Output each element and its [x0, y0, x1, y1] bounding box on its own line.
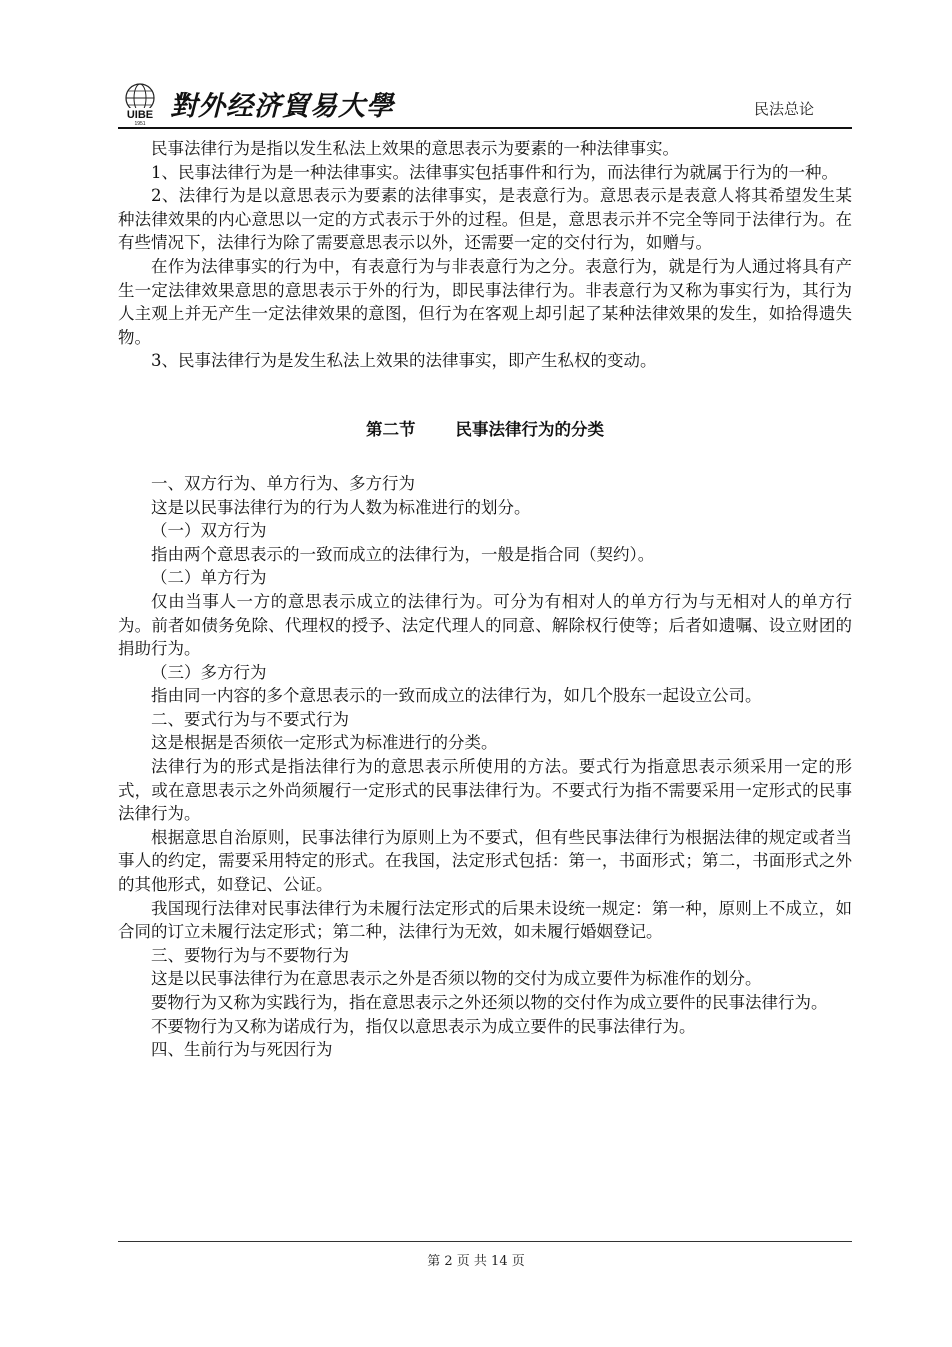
- section-number: 第二节: [366, 419, 416, 439]
- paragraph: 根据意思自治原则，民事法律行为原则上为不要式，但有些民事法律行为根据法律的规定或者当事人的约定，需要采用特定的形式。在我国，法定形式包括：第一，书面形式；第二，书面形式之外的其他形式，如登记、公证。: [118, 827, 852, 895]
- paragraph: 这是以民事法律行为在意思表示之外是否须以物的交付为成立要件为标准作的划分。: [151, 969, 762, 989]
- paragraph: 我国现行法律对民事法律行为未履行法定形式的后果未设统一规定：第一种，原则上不成立，如合同的订立未履行法定形式；第二种，法律行为无效，如未履行婚姻登记。: [118, 898, 852, 942]
- paragraph: 2、法律行为是以意思表示为要素的法律事实，是表意行为。意思表示是表意人将其希望发生某种法律效果的内心意思以一定的方式表示于外的过程。但是，意思表示并不完全等同于法律行为。在有些情况下，法律行为除了需要意思表示以外，还需要一定的交付行为，如赠与。: [118, 186, 852, 253]
- university-logo-icon: [118, 80, 166, 126]
- document-body: [118, 137, 852, 1062]
- paragraph: 这是根据是否须依一定形式为标准进行的分类。: [151, 733, 498, 753]
- paragraph: 要物行为又称为实践行为，指在意思表示之外还须以物的交付作为成立要件的民事法律行为。: [151, 993, 828, 1012]
- paragraph: 三、要物行为与不要物行为: [151, 945, 349, 965]
- paragraph: 仅由当事人一方的意思表示成立的法律行为。可分为有相对人的单方行为与无相对人的单方行为。前者如债务免除、代理权的授予、法定代理人的同意、解除权行使等；后者如遗嘱、设立财团的捐助行为。: [118, 591, 852, 659]
- paragraph: （二）单方行为: [151, 568, 267, 588]
- section-title: 民事法律行为的分类: [455, 419, 604, 439]
- paragraph: 法律行为的形式是指法律行为的意思表示所使用的方法。要式行为指意思表示须采用一定的形式，或在意思表示之外尚须履行一定形式的民事法律行为。不要式行为指不需要采用一定形式的民事法律行为。: [118, 757, 852, 824]
- paragraph: 不要物行为又称为诺成行为，指仅以意思表示为成立要件的民事法律行为。: [151, 1016, 696, 1036]
- header-divider: [118, 127, 852, 129]
- footer-divider: [118, 1241, 852, 1242]
- paragraph: 一、双方行为、单方行为、多方行为: [151, 473, 415, 493]
- paragraph: 二、要式行为与不要式行为: [151, 709, 349, 729]
- course-title: 民法总论: [753, 100, 814, 118]
- paragraph: （一）双方行为: [151, 521, 267, 541]
- section-heading: [118, 418, 852, 442]
- paragraph: 1、民事法律行为是一种法律事实。法律事实包括事件和行为，而法律行为就属于行为的一种。: [151, 162, 838, 182]
- paragraph: 指由两个意思表示的一致而成立的法律行为，一般是指合同（契约）。: [151, 544, 655, 564]
- logo-abbr: UIBE: [126, 109, 154, 121]
- paragraph: 3、民事法律行为是发生私法上效果的法律事实，即产生私权的变动。: [151, 351, 657, 371]
- paragraph: 四、生前行为与死因行为: [151, 1040, 333, 1060]
- paragraph: 民事法律行为是指以发生私法上效果的意思表示为要素的一种法律事实。: [151, 139, 679, 158]
- paragraph: 这是以民事法律行为的行为人数为标准进行的划分。: [151, 497, 531, 517]
- page-header: [118, 78, 852, 130]
- paragraph: 指由同一内容的多个意思表示的一致而成立的法律行为，如几个股东一起设立公司。: [151, 686, 762, 706]
- paragraph: （三）多方行为: [151, 662, 267, 682]
- logo-year: 1951: [134, 121, 146, 126]
- page-number: 第 2 页 共 14 页: [427, 1254, 525, 1269]
- paragraph: 在作为法律事实的行为中，有表意行为与非表意行为之分。表意行为，就是行为人通过将具有产生一定法律效果意思的意思表示于外的行为，即民事法律行为。非表意行为又称为事实行为，其行为人主观上并无产生一定法律效果的意图，但行为在客观上却引起了某种法律效果的发生，如拾得遗失物。: [118, 256, 852, 347]
- university-name: 對外经济貿易大學: [170, 91, 394, 122]
